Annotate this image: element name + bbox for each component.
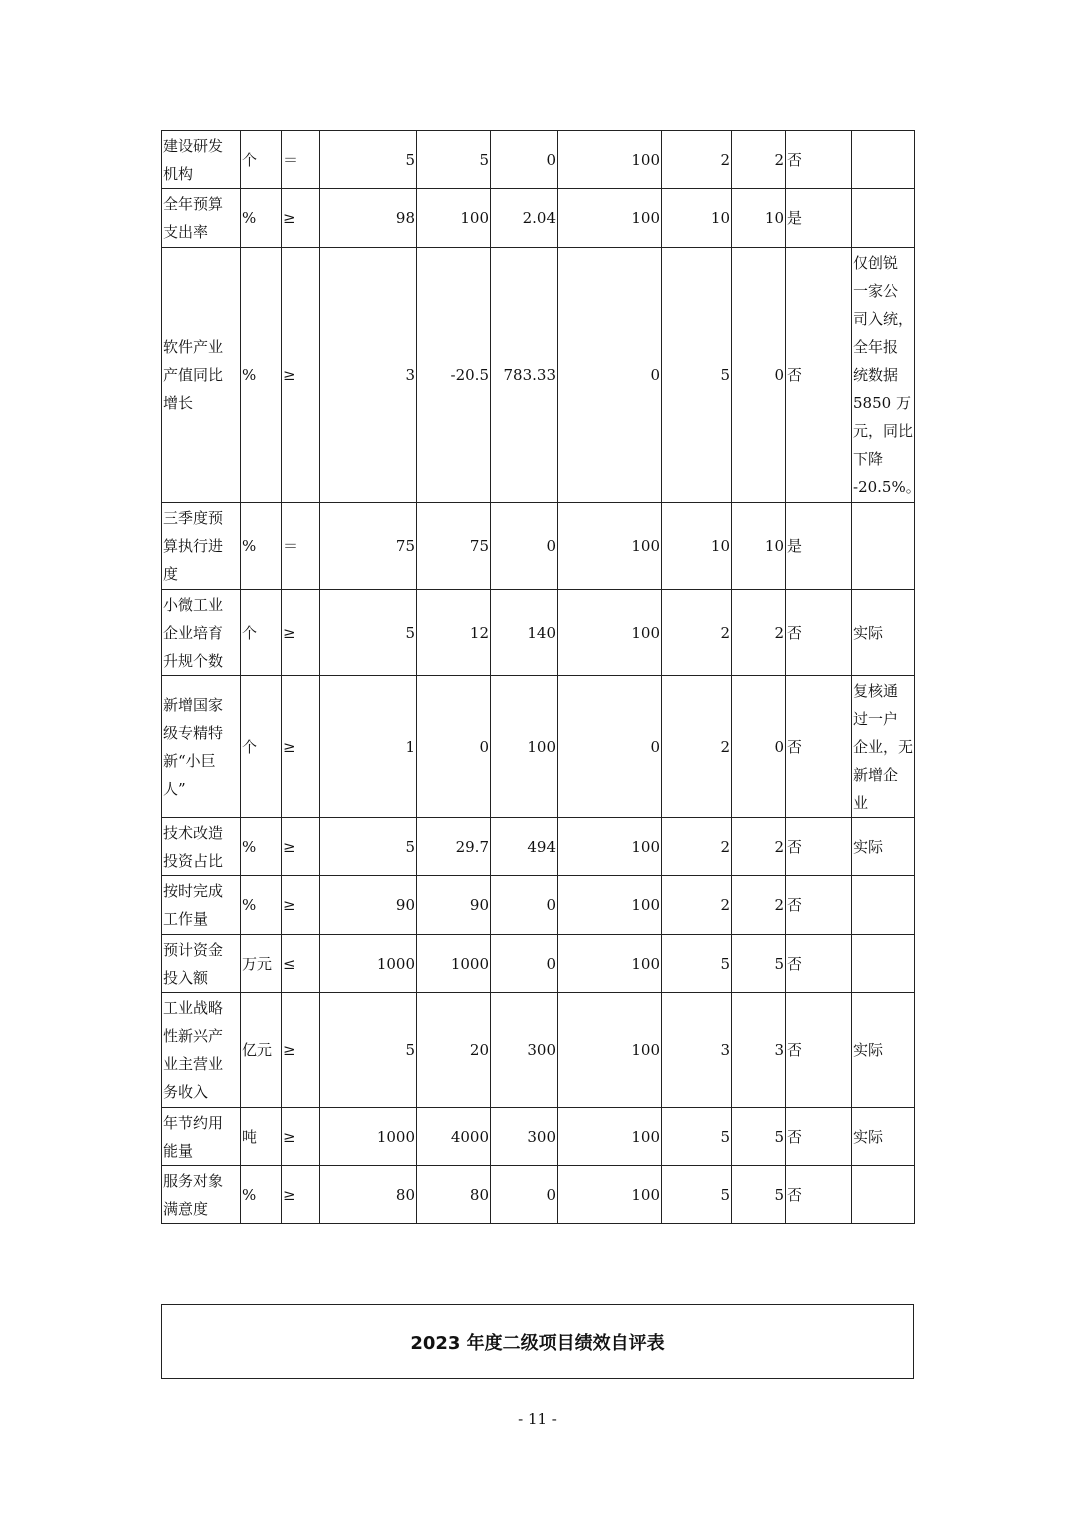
indicator-name-cell: 年节约用 能量 xyxy=(162,1108,241,1166)
actual-value-cell: 90 xyxy=(417,876,491,935)
flag-cell: 否 xyxy=(786,1108,852,1166)
actual-value-cell: 12 xyxy=(417,590,491,676)
unit-cell: 个 xyxy=(241,131,282,189)
section-title xyxy=(161,1304,914,1379)
actual-value-cell: 1000 xyxy=(417,935,491,993)
unit-cell: % xyxy=(241,503,282,590)
unit-cell: 个 xyxy=(241,590,282,676)
indicator-name-cell: 工业战略 性新兴产 业主营业 务收入 xyxy=(162,993,241,1108)
operator-cell: ≤ xyxy=(282,935,320,993)
section-title-text: 2023 年度二级项目绩效自评表 xyxy=(410,1332,665,1354)
table-row xyxy=(162,935,915,993)
table-row xyxy=(162,503,915,590)
operator-cell: ＝ xyxy=(282,503,320,590)
deviation-cell: 2.04 xyxy=(491,189,558,248)
note-cell: 实际 xyxy=(852,993,915,1108)
note-cell: 实际 xyxy=(852,818,915,876)
target-value-cell: 5 xyxy=(320,131,417,189)
target-value-cell: 1000 xyxy=(320,935,417,993)
target-value-cell: 3 xyxy=(320,248,417,503)
unit-cell: % xyxy=(241,818,282,876)
flag-cell: 否 xyxy=(786,248,852,503)
flag-cell: 否 xyxy=(786,993,852,1108)
completion-rate-cell: 100 xyxy=(558,503,662,590)
weight-cell: 2 xyxy=(662,818,732,876)
note-cell xyxy=(852,189,915,248)
completion-rate-cell: 100 xyxy=(558,818,662,876)
actual-value-cell: 0 xyxy=(417,676,491,818)
note-cell xyxy=(852,131,915,189)
note-cell xyxy=(852,1166,915,1224)
actual-value-cell: 80 xyxy=(417,1166,491,1224)
table-row xyxy=(162,590,915,676)
score-cell: 5 xyxy=(732,1166,786,1224)
operator-cell: ≥ xyxy=(282,248,320,503)
note-cell xyxy=(852,935,915,993)
score-cell: 0 xyxy=(732,676,786,818)
deviation-cell: 300 xyxy=(491,1108,558,1166)
flag-cell: 否 xyxy=(786,590,852,676)
indicator-name-cell: 软件产业 产值同比 增长 xyxy=(162,248,241,503)
score-cell: 5 xyxy=(732,935,786,993)
note-cell: 复核通 过一户 企业，无 新增企 业 xyxy=(852,676,915,818)
score-cell: 2 xyxy=(732,590,786,676)
weight-cell: 10 xyxy=(662,503,732,590)
table-row xyxy=(162,248,915,503)
deviation-cell: 783.33 xyxy=(491,248,558,503)
table-row xyxy=(162,1166,915,1224)
operator-cell: ≥ xyxy=(282,676,320,818)
unit-cell: % xyxy=(241,189,282,248)
weight-cell: 2 xyxy=(662,876,732,935)
completion-rate-cell: 100 xyxy=(558,189,662,248)
table-row xyxy=(162,818,915,876)
score-cell: 0 xyxy=(732,248,786,503)
operator-cell: ≥ xyxy=(282,590,320,676)
deviation-cell: 494 xyxy=(491,818,558,876)
target-value-cell: 75 xyxy=(320,503,417,590)
score-cell: 3 xyxy=(732,993,786,1108)
completion-rate-cell: 100 xyxy=(558,993,662,1108)
table-row xyxy=(162,676,915,818)
flag-cell: 否 xyxy=(786,876,852,935)
operator-cell: ＝ xyxy=(282,131,320,189)
completion-rate-cell: 100 xyxy=(558,876,662,935)
indicator-name-cell: 按时完成 工作量 xyxy=(162,876,241,935)
deviation-cell: 0 xyxy=(491,131,558,189)
flag-cell: 否 xyxy=(786,131,852,189)
target-value-cell: 80 xyxy=(320,1166,417,1224)
target-value-cell: 98 xyxy=(320,189,417,248)
note-cell: 实际 xyxy=(852,590,915,676)
actual-value-cell: 5 xyxy=(417,131,491,189)
table-row xyxy=(162,993,915,1108)
weight-cell: 5 xyxy=(662,1166,732,1224)
target-value-cell: 1 xyxy=(320,676,417,818)
note-cell xyxy=(852,503,915,590)
table-row xyxy=(162,131,915,189)
flag-cell: 否 xyxy=(786,818,852,876)
unit-cell: 个 xyxy=(241,676,282,818)
operator-cell: ≥ xyxy=(282,993,320,1108)
page-number: - 11 - xyxy=(518,1410,557,1428)
indicator-name-cell: 小微工业 企业培育 升规个数 xyxy=(162,590,241,676)
weight-cell: 2 xyxy=(662,131,732,189)
flag-cell: 否 xyxy=(786,676,852,818)
weight-cell: 2 xyxy=(662,590,732,676)
actual-value-cell: 4000 xyxy=(417,1108,491,1166)
indicator-name-cell: 三季度预 算执行进 度 xyxy=(162,503,241,590)
weight-cell: 5 xyxy=(662,935,732,993)
indicator-name-cell: 服务对象 满意度 xyxy=(162,1166,241,1224)
actual-value-cell: 100 xyxy=(417,189,491,248)
completion-rate-cell: 100 xyxy=(558,1166,662,1224)
target-value-cell: 5 xyxy=(320,590,417,676)
weight-cell: 3 xyxy=(662,993,732,1108)
deviation-cell: 0 xyxy=(491,1166,558,1224)
actual-value-cell: -20.5 xyxy=(417,248,491,503)
indicator-name-cell: 新增国家 级专精特 新“小巨 人” xyxy=(162,676,241,818)
operator-cell: ≥ xyxy=(282,876,320,935)
operator-cell: ≥ xyxy=(282,189,320,248)
weight-cell: 10 xyxy=(662,189,732,248)
unit-cell: % xyxy=(241,248,282,503)
table-row xyxy=(162,189,915,248)
unit-cell: 亿元 xyxy=(241,993,282,1108)
completion-rate-cell: 100 xyxy=(558,935,662,993)
deviation-cell: 100 xyxy=(491,676,558,818)
target-value-cell: 5 xyxy=(320,993,417,1108)
operator-cell: ≥ xyxy=(282,1166,320,1224)
deviation-cell: 0 xyxy=(491,876,558,935)
indicator-name-cell: 预计资金 投入额 xyxy=(162,935,241,993)
completion-rate-cell: 0 xyxy=(558,676,662,818)
completion-rate-cell: 100 xyxy=(558,1108,662,1166)
unit-cell: 吨 xyxy=(241,1108,282,1166)
indicator-name-cell: 建设研发 机构 xyxy=(162,131,241,189)
note-cell: 仅创锐 一家公 司入统， 全年报 统数据 5850 万 元，同比 下降 -20.5%。 xyxy=(852,248,915,503)
score-cell: 5 xyxy=(732,1108,786,1166)
score-cell: 2 xyxy=(732,818,786,876)
table-body xyxy=(162,131,921,1224)
weight-cell: 2 xyxy=(662,676,732,818)
table-row xyxy=(162,1108,915,1166)
note-cell xyxy=(852,876,915,935)
weight-cell: 5 xyxy=(662,248,732,503)
completion-rate-cell: 0 xyxy=(558,248,662,503)
target-value-cell: 1000 xyxy=(320,1108,417,1166)
actual-value-cell: 20 xyxy=(417,993,491,1108)
completion-rate-cell: 100 xyxy=(558,590,662,676)
flag-cell: 否 xyxy=(786,935,852,993)
flag-cell: 是 xyxy=(786,503,852,590)
weight-cell: 5 xyxy=(662,1108,732,1166)
deviation-cell: 0 xyxy=(491,503,558,590)
deviation-cell: 300 xyxy=(491,993,558,1108)
indicator-name-cell: 全年预算 支出率 xyxy=(162,189,241,248)
table-row xyxy=(162,876,915,935)
deviation-cell: 0 xyxy=(491,935,558,993)
actual-value-cell: 29.7 xyxy=(417,818,491,876)
unit-cell: % xyxy=(241,1166,282,1224)
note-cell: 实际 xyxy=(852,1108,915,1166)
unit-cell: % xyxy=(241,876,282,935)
flag-cell: 是 xyxy=(786,189,852,248)
score-cell: 10 xyxy=(732,189,786,248)
unit-cell: 万元 xyxy=(241,935,282,993)
operator-cell: ≥ xyxy=(282,818,320,876)
operator-cell: ≥ xyxy=(282,1108,320,1166)
actual-value-cell: 75 xyxy=(417,503,491,590)
score-cell: 10 xyxy=(732,503,786,590)
flag-cell: 否 xyxy=(786,1166,852,1224)
performance-table xyxy=(161,130,921,1224)
score-cell: 2 xyxy=(732,131,786,189)
indicator-name-cell: 技术改造 投资占比 xyxy=(162,818,241,876)
target-value-cell: 90 xyxy=(320,876,417,935)
completion-rate-cell: 100 xyxy=(558,131,662,189)
target-value-cell: 5 xyxy=(320,818,417,876)
deviation-cell: 140 xyxy=(491,590,558,676)
score-cell: 2 xyxy=(732,876,786,935)
